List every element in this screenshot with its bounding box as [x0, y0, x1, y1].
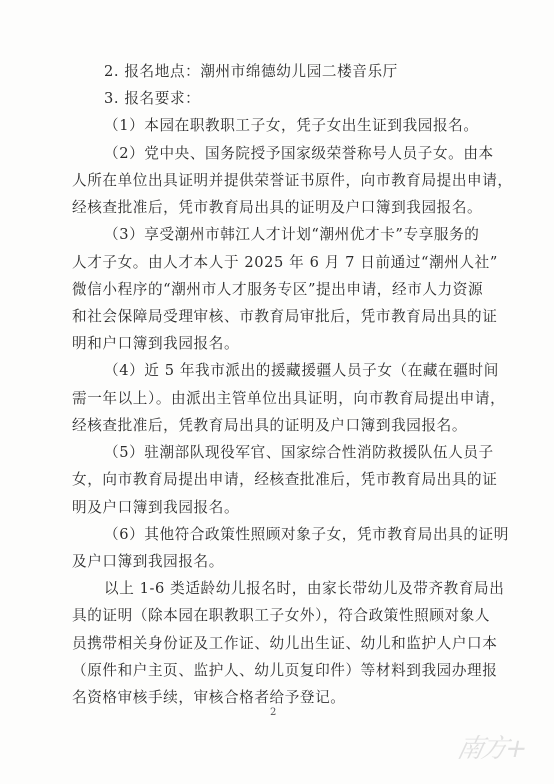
watermark-text: 南方+	[454, 734, 529, 764]
requirement-4-line: （4）近 5 年我市派出的援藏援疆人员子女（在藏在疆时间	[104, 362, 499, 380]
requirement-5-line: （5）驻潮部队现役军官、国家综合性消防救援队伍人员子	[104, 444, 494, 461]
summary-paragraph-line: 以上 1-6 类适龄幼儿报名时，由家长带幼儿及带齐教育局出	[104, 580, 505, 598]
registration-requirements-heading: 3. 报名要求：	[104, 90, 201, 108]
body-line: 需一年以上）。由派出主管单位出具证明，向市教育局提出申请，	[72, 389, 506, 407]
body-line: 明及户口簿到我园报名。	[72, 498, 240, 516]
requirement-1-line: （1）本园在职教职工子女，凭子女出生证到我园报名。	[104, 117, 479, 135]
body-line: 和社会保障局受理审核、市教育局审批后，凭市教育局出具的证	[72, 308, 498, 325]
registration-location-line: 2. 报名地点：潮州市绵德幼儿园二楼音乐厅	[104, 63, 398, 80]
body-line: 及户口簿到我园报名。	[72, 552, 224, 570]
requirement-6-line: （6）其他符合政策性照顾对象子女，凭市教育局出具的证明	[104, 525, 509, 543]
body-line: 微信小程序的“潮州市人才服务专区”提出申请，经市人力资源	[72, 280, 484, 298]
body-line: 人所在单位出具证明并提供荣誉证书原件，向市教育局提出申请，	[72, 171, 513, 189]
requirement-2-line: （2）党中央、国务院授予国家级荣誉称号人员子女。由本	[104, 144, 494, 162]
body-line: 员携带相关身份证及工作证、幼儿出生证、幼儿和监护人户口本	[72, 634, 498, 652]
body-line: 明和户口簿到我园报名。	[72, 335, 240, 353]
body-line: 具的证明（除本园在职教职工子女外），符合政策性照顾对象人	[72, 607, 491, 625]
body-line: 名资格审核手续，审核合格者给予登记。	[72, 689, 346, 706]
body-line: 经核查批准后，凭教育局出具的证明及户口簿到我园报名。	[72, 416, 468, 434]
requirement-3-line: （3）享受潮州市韩江人才计划“潮州优才卡”专享服务的	[104, 226, 480, 244]
page-number: 2	[270, 707, 277, 718]
body-line: 人才子女。由人才本人于 2025 年 6 月 7 日前通过“潮州人社”	[72, 253, 498, 271]
watermark-logo	[454, 720, 538, 770]
body-line: 女，向市教育局提出申请，经核查批准后，凭市教育局出具的证	[72, 471, 498, 489]
body-line: 经核查批准后，凭市教育局出具的证明及户口簿到我园报名。	[72, 199, 483, 217]
body-line: （原件和户主页、监护人、幼儿页复印件）等材料到我园办理报	[72, 661, 498, 679]
